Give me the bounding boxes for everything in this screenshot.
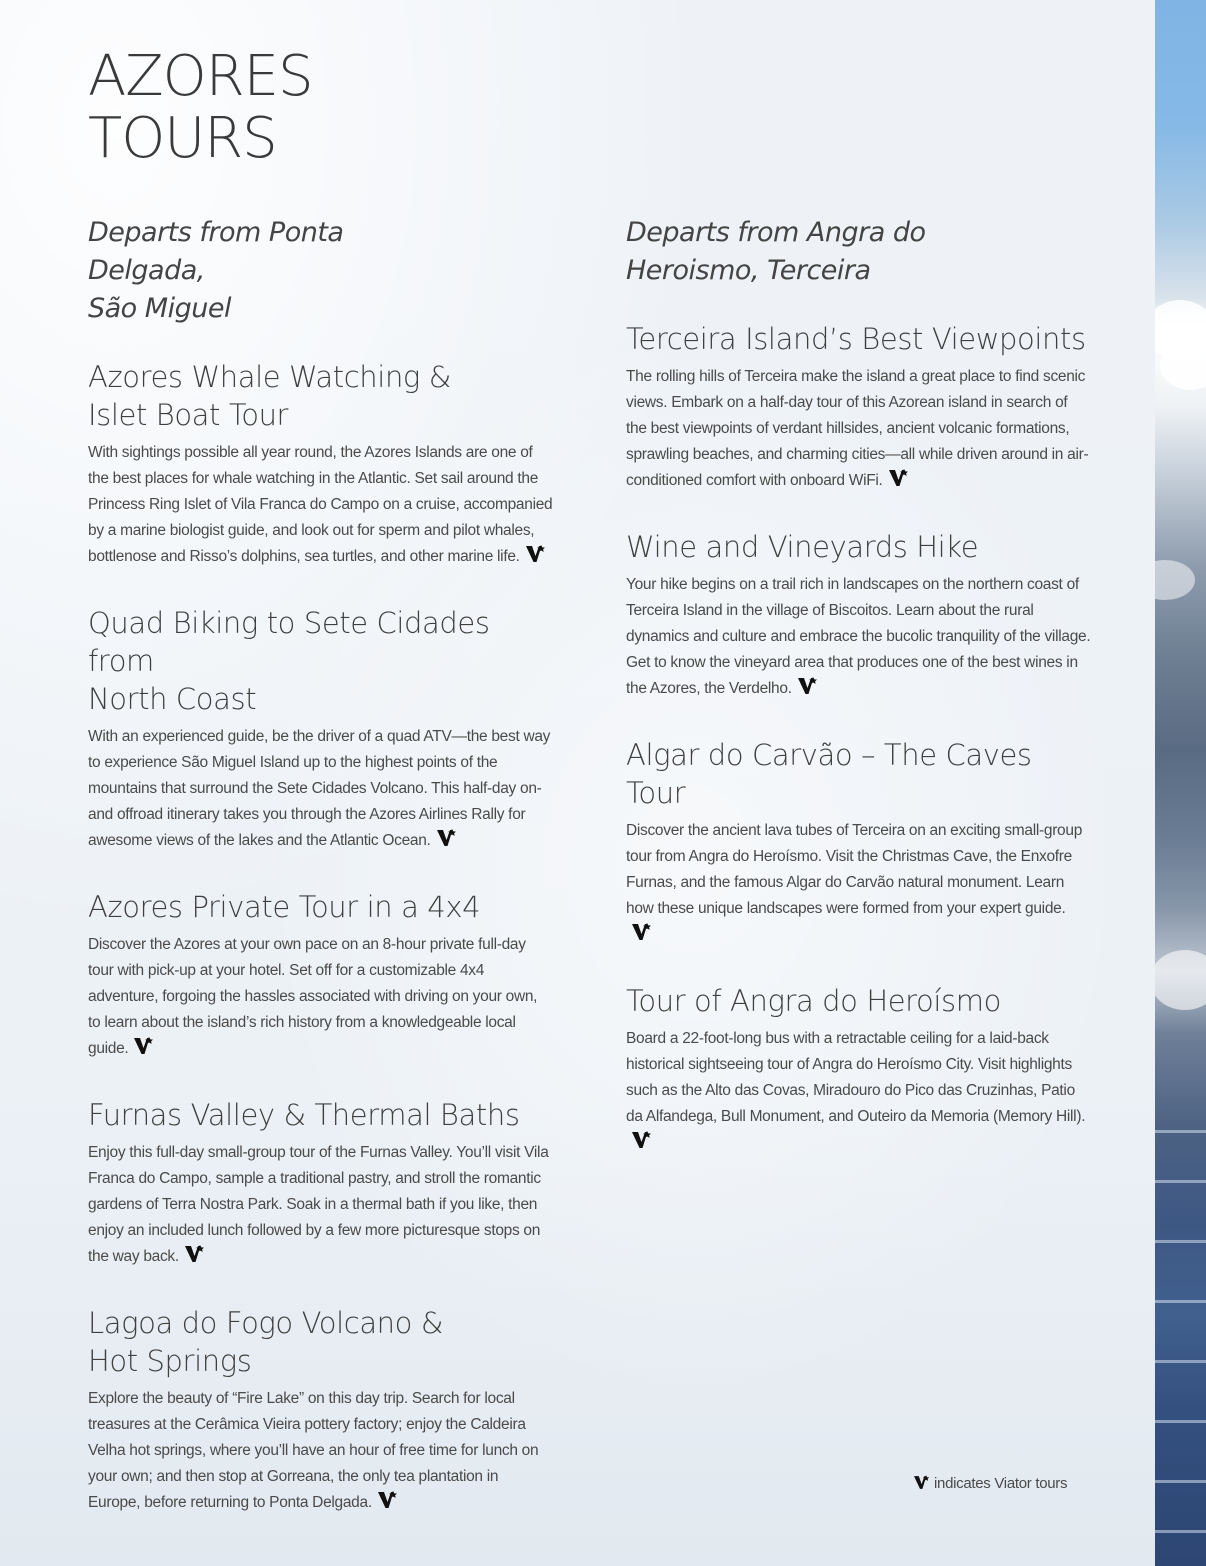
- tour-description: [88, 724, 553, 854]
- tour-title-line-2: Islet Boat Tour: [88, 398, 289, 432]
- viator-v-icon: [632, 1131, 652, 1149]
- tour-description: [88, 1386, 553, 1516]
- viator-legend: [914, 1475, 1067, 1492]
- viator-v-icon: [185, 1245, 205, 1263]
- tour-title: [88, 888, 553, 926]
- tour-description-text: With sightings possible all year round, the Azores Islands are one of the best places for whale watching in the Atlantic. Set sail around the Princess Ring Islet of Vila Franca do Campo on a cruise, accompanied by a marine biologist guide, and look out for sperm and pilot whales, bottlenose and Risso’s dolphins, sea turtles, and other marine life.: [88, 444, 553, 565]
- tour-title-line-1: Furnas Valley & Thermal Baths: [88, 1098, 520, 1132]
- tour-description: [88, 1140, 553, 1270]
- column-ponta-delgada: [88, 214, 553, 1550]
- wave: [1155, 1360, 1206, 1363]
- tour-title: [626, 528, 1091, 566]
- wave: [1155, 1130, 1206, 1133]
- title-line-1: AZORES: [88, 44, 313, 109]
- tour-title-line-2: Hot Springs: [88, 1344, 252, 1378]
- tour-description-text: The rolling hills of Terceira make the island a great place to find scenic views. Embark on a half-day tour of this Azorean island in search of the best viewpoints of verdant hillsides, ancient volcanic formations, sprawling beaches, and charming cities—all while driven around in air-conditioned comfort with onboard WiFi.: [626, 368, 1089, 489]
- viator-v-icon: [889, 469, 909, 487]
- tour-title-line-1: Tour of Angra do Heroísmo: [626, 984, 1001, 1018]
- viator-v-icon: [134, 1037, 154, 1055]
- tour-terceira-viewpoints: [626, 320, 1091, 494]
- tour-description-text: Discover the Azores at your own pace on an 8-hour private full-day tour with pick-up at your hotel. Set off for a customizable 4x4 adventure, forgoing the hassles associated with driving on your own, to learn about the island’s rich history from a knowledgeable local guide.: [88, 936, 538, 1057]
- tour-title: [88, 1096, 553, 1134]
- tour-description-text: Your hike begins on a trail rich in landscapes on the northern coast of Terceira Island in the village of Biscoitos. Learn about the rural dynamics and culture and embrace the bucolic tranquility of the village. Get to know the vineyard area that produces one of the best wines in the Azores, the Verdelho.: [626, 576, 1091, 697]
- tour-private-4x4: [88, 888, 553, 1062]
- tour-description-text: With an experienced guide, be the driver of a quad ATV—the best way to experience São Miguel Island up to the highest points of the mountains that surround the Sete Cidades Volcano. This half-day on- and offroad itinerary takes you through the Azores Airlines Rally for awesome views of the lakes and the Atlantic Ocean.: [88, 728, 551, 849]
- wave: [1155, 1300, 1206, 1303]
- column-heading-left-line-1: Departs from Ponta Delgada,: [88, 217, 344, 286]
- tour-title-line-1: Algar do Carvão – The Caves Tour: [626, 738, 1032, 810]
- viator-v-icon: [526, 545, 546, 563]
- title-line-2: TOURS: [88, 106, 277, 171]
- tour-description: [88, 932, 553, 1062]
- wave: [1155, 1180, 1206, 1183]
- legend-text: indicates Viator tours: [934, 1475, 1068, 1492]
- tour-furnas-valley: [88, 1096, 553, 1270]
- tour-description-text: Enjoy this full-day small-group tour of the Furnas Valley. You’ll visit Vila Franca do Campo, sample a traditional pastry, and stroll the romantic gardens of Terra Nostra Park. Soak in a thermal bath if you like, then enjoy an included lunch followed by a few more picturesque stops on the way back.: [88, 1144, 549, 1265]
- tour-description: [626, 1026, 1091, 1156]
- tour-description-text: Discover the ancient lava tubes of Terceira on an exciting small-group tour from Angra do Heroísmo. Visit the Christmas Cave, the Enxofre Furnas, and the famous Algar do Carvão natural monument. Learn how these unique landscapes were formed from your expert guide.: [626, 822, 1083, 917]
- tour-title: [88, 604, 553, 718]
- tour-description-text: Board a 22-foot-long bus with a retractable ceiling for a laid-back historical sightseeing tour of Angra do Heroísmo City. Visit highlights such as the Alto das Covas, Miradouro do Pico das Cruzinhas, Patio da Alfandega, Bull Monument, and Outeiro da Memoria (Memory Hill).: [626, 1030, 1086, 1125]
- cloud: [1155, 950, 1206, 1010]
- column-heading-left: [88, 214, 468, 328]
- viator-v-icon: [914, 1475, 930, 1490]
- wave: [1155, 1420, 1206, 1423]
- wave: [1155, 1240, 1206, 1243]
- viator-v-icon: [378, 1491, 398, 1509]
- tour-title: [626, 736, 1091, 812]
- tour-title-line-1: Wine and Vineyards Hike: [626, 530, 979, 564]
- tour-title: [88, 1304, 553, 1380]
- column-heading-left-line-2: São Miguel: [88, 293, 231, 324]
- column-heading-right-line-1: Departs from Angra do: [626, 217, 926, 248]
- tour-wine-vineyards: [626, 528, 1091, 702]
- tour-lagoa-do-fogo: [88, 1304, 553, 1516]
- tour-title: [88, 358, 553, 434]
- tour-title-line-1: Azores Whale Watching &: [88, 360, 451, 394]
- wave: [1155, 1530, 1206, 1533]
- wave: [1155, 1480, 1206, 1483]
- tour-description: [88, 440, 553, 570]
- viator-v-icon: [437, 829, 457, 847]
- cloud: [1155, 560, 1195, 600]
- tour-title-line-1: Lagoa do Fogo Volcano &: [88, 1306, 444, 1340]
- tour-description-text: Explore the beauty of “Fire Lake” on this day trip. Search for local treasures at the Cerâmica Vieira pottery factory; enjoy the Caldeira Velha hot springs, where you’ll have an hour of free time for lunch on your own; and then stop at Gorreana, the only tea plantation in Europe, before returning to Ponta Delgada.: [88, 1390, 539, 1511]
- tour-whale-watching: [88, 358, 553, 570]
- tour-title: [626, 982, 1091, 1020]
- tour-title: [626, 320, 1091, 358]
- viator-v-icon: [632, 923, 652, 941]
- tour-quad-biking: [88, 604, 553, 854]
- tour-description: [626, 572, 1091, 702]
- column-heading-right-line-2: Heroismo, Terceira: [626, 255, 871, 286]
- viator-v-icon: [798, 677, 818, 695]
- tour-title-line-1: Quad Biking to Sete Cidades from: [88, 606, 490, 678]
- tour-title-line-1: Terceira Island’s Best Viewpoints: [626, 322, 1086, 356]
- tour-title-line-1: Azores Private Tour in a 4x4: [88, 890, 481, 924]
- tour-title-line-2: North Coast: [88, 682, 257, 716]
- tour-angra-do-heroismo: [626, 982, 1091, 1156]
- column-heading-right: [626, 214, 1006, 290]
- tour-description: [626, 818, 1091, 948]
- tour-algar-do-carvao: [626, 736, 1091, 948]
- column-angra-do-heroismo: [626, 214, 1091, 1190]
- coastal-photo-strip: [1155, 0, 1206, 1566]
- tour-description: [626, 364, 1091, 494]
- page-title: [88, 46, 448, 170]
- cloud: [1160, 340, 1206, 390]
